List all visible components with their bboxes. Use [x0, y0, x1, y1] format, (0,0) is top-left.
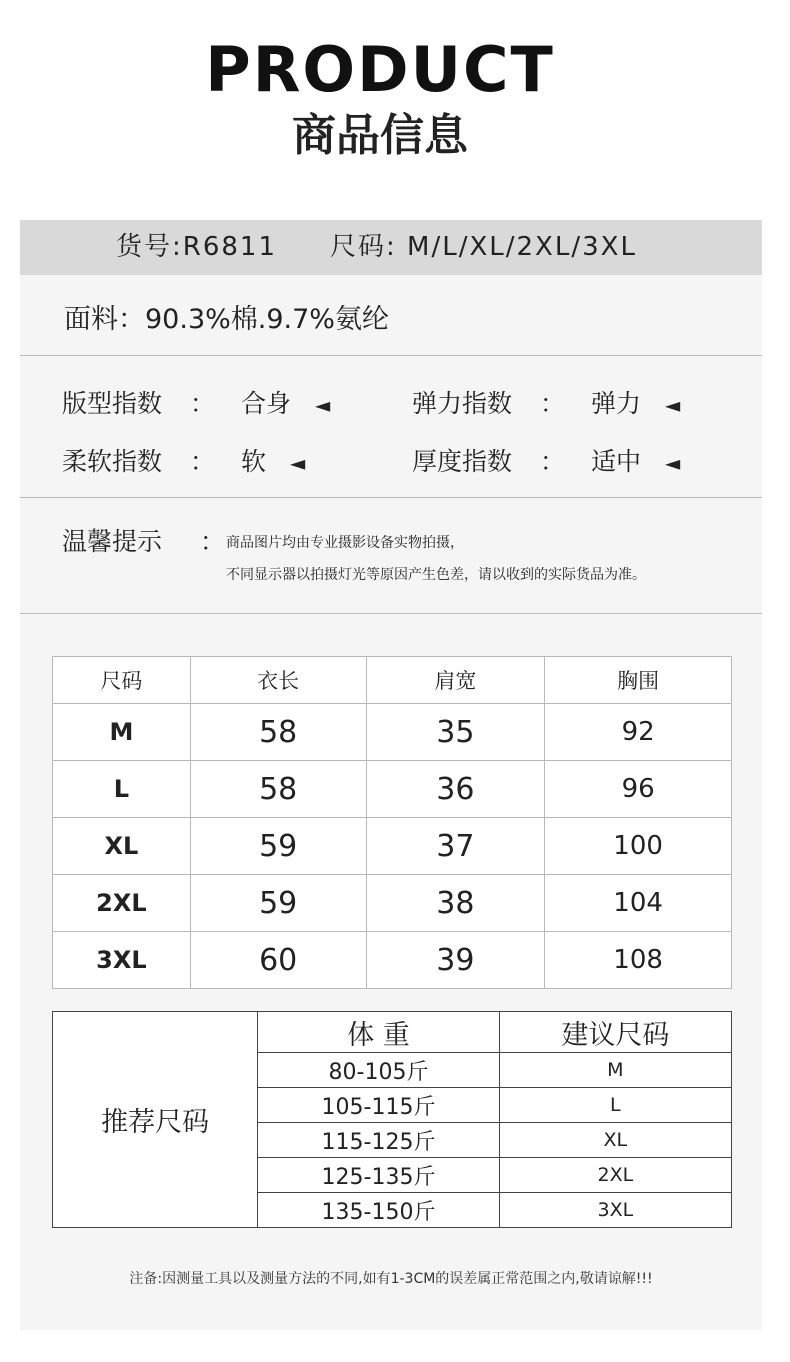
- attr-value: 弹力: [590, 389, 641, 418]
- size-cell: L: [53, 761, 191, 818]
- attr-value: 合身: [240, 389, 291, 418]
- arrow-left-icon: ◄: [314, 393, 331, 417]
- weight-cell: 105-115斤: [258, 1088, 499, 1123]
- size-cell: M: [53, 704, 191, 761]
- length-cell: 58: [190, 761, 366, 818]
- weight-cell: 115-125斤: [258, 1123, 499, 1158]
- shoulder-cell: 36: [366, 761, 545, 818]
- chest-cell: 104: [545, 875, 732, 932]
- attr-value: 适中: [590, 447, 641, 476]
- weight-cell: 135-150斤: [258, 1193, 499, 1228]
- attr-softness: [62, 444, 305, 481]
- suggested-size-cell: M: [499, 1053, 731, 1088]
- table-row: [53, 704, 732, 761]
- chest-cell: 100: [545, 818, 732, 875]
- attr-label: 版型指数: [62, 389, 163, 418]
- divider: [20, 497, 762, 498]
- chest-cell: 92: [545, 704, 732, 761]
- weight-cell: 125-135斤: [258, 1158, 499, 1193]
- table-row: [53, 875, 732, 932]
- table-row: [53, 818, 732, 875]
- suggested-size-cell: 2XL: [499, 1158, 731, 1193]
- divider: [20, 613, 762, 614]
- attr-fit: [62, 386, 330, 423]
- attr-label: 柔软指数: [62, 447, 163, 476]
- weight-cell: 80-105斤: [258, 1053, 499, 1088]
- table-row: [53, 761, 732, 818]
- attr-colon: ：: [539, 447, 565, 476]
- shoulder-cell: 39: [366, 932, 545, 989]
- attr-colon: ：: [539, 389, 565, 418]
- size-range: 尺码: M/L/XL/2XL/3XL: [330, 232, 637, 262]
- arrow-left-icon: ◄: [664, 451, 681, 475]
- recommend-label: 推荐尺码: [53, 1012, 258, 1228]
- arrow-left-icon: ◄: [289, 451, 306, 475]
- length-cell: 59: [190, 875, 366, 932]
- info-bar: [20, 220, 762, 275]
- suggested-size-cell: L: [499, 1088, 731, 1123]
- tip-label: 温馨提示: [62, 527, 163, 556]
- tip-line: 商品图片均由专业摄影设备实物拍摄，: [226, 535, 464, 551]
- length-cell: 60: [190, 932, 366, 989]
- divider: [20, 355, 762, 356]
- column-header: 肩宽: [366, 657, 545, 704]
- size-cell: XL: [53, 818, 191, 875]
- table-row: [53, 932, 732, 989]
- arrow-left-icon: ◄: [664, 393, 681, 417]
- attr-colon: ：: [189, 447, 215, 476]
- shoulder-cell: 35: [366, 704, 545, 761]
- attr-label: 厚度指数: [412, 447, 513, 476]
- fabric-composition: 面料：90.3%棉.9.7%氨纶: [64, 304, 389, 335]
- suggested-size-cell: 3XL: [499, 1193, 731, 1228]
- attr-colon: ：: [189, 389, 215, 418]
- shoulder-cell: 38: [366, 875, 545, 932]
- product-info-panel: [20, 220, 762, 1330]
- column-header: 体 重: [258, 1012, 499, 1053]
- size-cell: 2XL: [53, 875, 191, 932]
- measurement-note: 注备:因测量工具以及测量方法的不同,如有1-3CM的误差属正常范围之内,敬请谅解!!!: [129, 1271, 653, 1287]
- table-header-row: [53, 1012, 732, 1053]
- item-number: 货号:R6811: [116, 232, 277, 262]
- attr-elasticity: [412, 386, 680, 423]
- tip-line: 不同显示器以拍摄灯光等原因产生色差，请以收到的实际货品为准。: [226, 567, 646, 583]
- column-header: 尺码: [53, 657, 191, 704]
- chest-cell: 108: [545, 932, 732, 989]
- recommend-size-table: [52, 1011, 732, 1228]
- shoulder-cell: 37: [366, 818, 545, 875]
- attr-label: 弹力指数: [412, 389, 513, 418]
- size-table: [52, 656, 732, 989]
- suggested-size-cell: XL: [499, 1123, 731, 1158]
- column-header: 建议尺码: [499, 1012, 731, 1053]
- attr-thickness: [412, 444, 680, 481]
- length-cell: 59: [190, 818, 366, 875]
- chest-cell: 96: [545, 761, 732, 818]
- column-header: 衣长: [190, 657, 366, 704]
- length-cell: 58: [190, 704, 366, 761]
- table-header-row: [53, 657, 732, 704]
- title-en: PRODUCT: [205, 33, 555, 106]
- column-header: 胸围: [545, 657, 732, 704]
- title-cn: 商品信息: [292, 110, 468, 161]
- tip-colon: ：: [200, 527, 226, 556]
- size-cell: 3XL: [53, 932, 191, 989]
- attr-value: 软: [240, 447, 266, 476]
